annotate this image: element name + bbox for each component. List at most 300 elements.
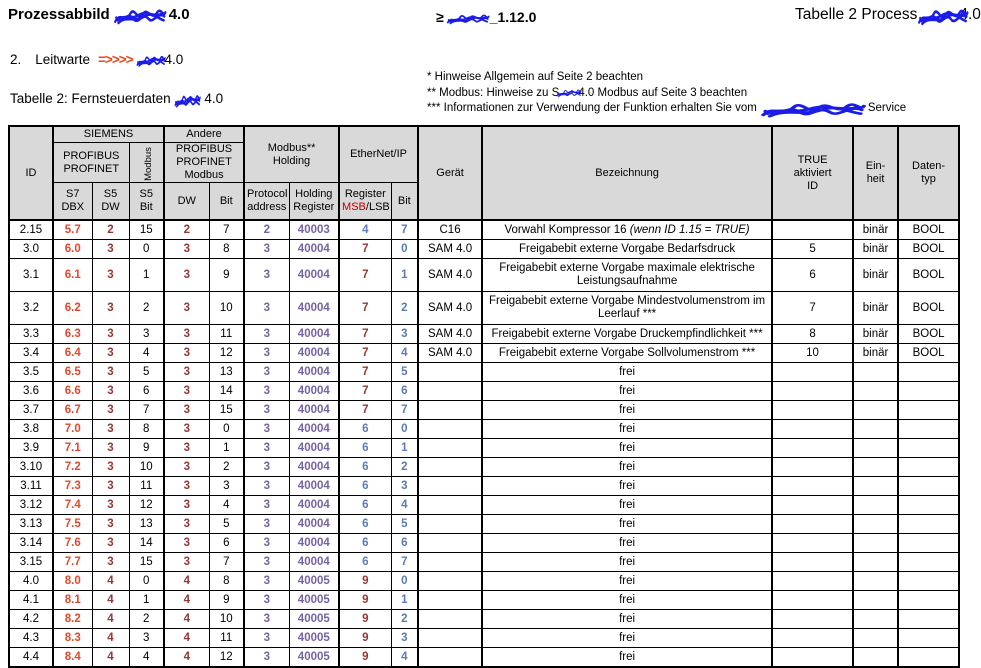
footnote-1-text: * Hinweise Allgemein auf Seite 2 beachten xyxy=(427,71,644,83)
cell-dbx: 6.0 xyxy=(53,240,92,259)
cell-s5-dw: 3 xyxy=(92,477,129,496)
cell-id: 4.4 xyxy=(9,648,53,668)
cell-ethernet-bit: 1 xyxy=(391,259,418,292)
table-body xyxy=(9,220,959,667)
cell-dbx: 8.4 xyxy=(53,648,92,668)
cell-protocol-address: 3 xyxy=(244,496,289,515)
cell-datentyp xyxy=(898,629,959,648)
cell-s5-bit: 14 xyxy=(129,534,164,553)
cell-s5-dw: 3 xyxy=(92,553,129,572)
table-caption-text: Tabelle 2: Fernsteuerdaten xyxy=(10,91,171,106)
cell-andere-bit: 7 xyxy=(209,220,244,240)
cell-einheit xyxy=(853,420,898,439)
cell-andere-dw: 2 xyxy=(164,220,209,240)
cell-s5-bit: 13 xyxy=(129,515,164,534)
table-row xyxy=(9,610,959,629)
cell-holding-register: 40005 xyxy=(289,572,339,591)
cell-ethernet-bit: 0 xyxy=(391,420,418,439)
cell-dbx: 7.6 xyxy=(53,534,92,553)
cell-dbx: 7.2 xyxy=(53,458,92,477)
cell-id: 4.1 xyxy=(9,591,53,610)
cell-protocol-address: 3 xyxy=(244,572,289,591)
cell-holding-register: 40004 xyxy=(289,363,339,382)
cell-geraet xyxy=(418,439,482,458)
header-protocol-address: Protocol address xyxy=(244,183,289,221)
cell-ethernet-register: 6 xyxy=(339,515,391,534)
header-ethernet-register: Register MSB/LSB xyxy=(339,183,391,221)
footnotes xyxy=(427,70,906,117)
cell-protocol-address: 3 xyxy=(244,292,289,325)
cell-dbx: 7.3 xyxy=(53,477,92,496)
cell-holding-register: 40003 xyxy=(289,220,339,240)
cell-einheit xyxy=(853,401,898,420)
cell-einheit xyxy=(853,553,898,572)
cell-geraet xyxy=(418,515,482,534)
cell-ethernet-register: 7 xyxy=(339,401,391,420)
cell-andere-bit: 1 xyxy=(209,439,244,458)
cell-geraet xyxy=(418,401,482,420)
cell-dbx: 6.1 xyxy=(53,259,92,292)
cell-holding-register: 40004 xyxy=(289,325,339,344)
header-andere-dw: DW xyxy=(164,183,209,221)
cell-geraet xyxy=(418,363,482,382)
version-number: _1.12.0 xyxy=(489,9,537,25)
header-datentyp: Daten- typ xyxy=(898,126,959,220)
cell-andere-dw: 3 xyxy=(164,515,209,534)
cell-holding-register: 40004 xyxy=(289,534,339,553)
cell-geraet: C16 xyxy=(418,220,482,240)
cell-dbx: 6.5 xyxy=(53,363,92,382)
cell-true-id xyxy=(772,477,853,496)
cell-bezeichnung: frei xyxy=(482,496,772,515)
cell-andere-bit: 13 xyxy=(209,363,244,382)
cell-andere-dw: 3 xyxy=(164,420,209,439)
cell-einheit xyxy=(853,591,898,610)
cell-datentyp xyxy=(898,363,959,382)
cell-datentyp xyxy=(898,610,959,629)
cell-andere-dw: 4 xyxy=(164,610,209,629)
cell-ethernet-register: 6 xyxy=(339,458,391,477)
cell-s5-dw: 3 xyxy=(92,292,129,325)
cell-true-id xyxy=(772,629,853,648)
cell-ethernet-bit: 4 xyxy=(391,496,418,515)
table-caption-right xyxy=(795,6,981,24)
cell-andere-dw: 3 xyxy=(164,496,209,515)
cell-dbx: 5.7 xyxy=(53,220,92,240)
cell-datentyp xyxy=(898,382,959,401)
cell-s5-bit: 12 xyxy=(129,496,164,515)
cell-ethernet-register: 6 xyxy=(339,534,391,553)
cell-holding-register: 40005 xyxy=(289,610,339,629)
cell-andere-bit: 14 xyxy=(209,382,244,401)
cell-s5-bit: 0 xyxy=(129,240,164,259)
cell-s5-bit: 3 xyxy=(129,325,164,344)
table-row xyxy=(9,591,959,610)
cell-s5-bit: 5 xyxy=(129,363,164,382)
cell-ethernet-bit: 4 xyxy=(391,344,418,363)
cell-geraet: SAM 4.0 xyxy=(418,292,482,325)
table-caption-version: 4.0 xyxy=(204,91,224,106)
cell-einheit xyxy=(853,496,898,515)
cell-einheit xyxy=(853,515,898,534)
cell-protocol-address: 3 xyxy=(244,553,289,572)
cell-id: 3.15 xyxy=(9,553,53,572)
cell-dbx: 8.3 xyxy=(53,629,92,648)
cell-true-id xyxy=(772,420,853,439)
cell-s5-bit: 4 xyxy=(129,648,164,668)
cell-ethernet-bit: 1 xyxy=(391,439,418,458)
cell-s5-bit: 7 xyxy=(129,401,164,420)
section-number: 2. xyxy=(10,52,22,67)
table-row xyxy=(9,572,959,591)
cell-bezeichnung: Freigabebit externe Vorgabe Druckempfindlichkeit *** xyxy=(482,325,772,344)
header-andere-group: Andere xyxy=(164,126,244,143)
cell-true-id: 6 xyxy=(772,259,853,292)
cell-bezeichnung: Freigabebit externe Vorgabe Sollvolumenstrom *** xyxy=(482,344,772,363)
cell-s5-bit: 15 xyxy=(129,553,164,572)
cell-s5-dw: 3 xyxy=(92,401,129,420)
cell-ethernet-register: 7 xyxy=(339,240,391,259)
cell-holding-register: 40004 xyxy=(289,496,339,515)
cell-geraet: SAM 4.0 xyxy=(418,240,482,259)
cell-id: 3.6 xyxy=(9,382,53,401)
cell-ethernet-register: 7 xyxy=(339,363,391,382)
cell-ethernet-register: 9 xyxy=(339,629,391,648)
cell-ethernet-register: 7 xyxy=(339,259,391,292)
table-caption xyxy=(10,91,223,106)
header-einheit: Ein- heit xyxy=(853,126,898,220)
cell-ethernet-bit: 0 xyxy=(391,240,418,259)
cell-ethernet-register: 7 xyxy=(339,325,391,344)
header-siemens-modbus-vertical: Modbus xyxy=(129,143,164,183)
cell-ethernet-bit: 5 xyxy=(391,363,418,382)
cell-andere-dw: 4 xyxy=(164,629,209,648)
cell-protocol-address: 3 xyxy=(244,439,289,458)
cell-bezeichnung: frei xyxy=(482,610,772,629)
cell-datentyp: BOOL xyxy=(898,259,959,292)
cell-s5-dw: 3 xyxy=(92,420,129,439)
table-row xyxy=(9,363,959,382)
cell-ethernet-bit: 7 xyxy=(391,553,418,572)
document-title-version: 4.0 xyxy=(168,6,190,23)
cell-andere-dw: 3 xyxy=(164,401,209,420)
cell-id: 3.13 xyxy=(9,515,53,534)
cell-dbx: 6.7 xyxy=(53,401,92,420)
cell-protocol-address: 3 xyxy=(244,629,289,648)
cell-ethernet-bit: 1 xyxy=(391,591,418,610)
cell-protocol-address: 3 xyxy=(244,325,289,344)
cell-holding-register: 40005 xyxy=(289,591,339,610)
table-caption-right-text: Tabelle 2 Process xyxy=(795,6,918,23)
cell-andere-bit: 5 xyxy=(209,515,244,534)
table-row xyxy=(9,553,959,572)
cell-s5-dw: 3 xyxy=(92,240,129,259)
cell-s5-dw: 3 xyxy=(92,344,129,363)
header-modbus-group: Modbus** Holding xyxy=(244,126,339,183)
cell-s5-bit: 2 xyxy=(129,292,164,325)
cell-geraet xyxy=(418,534,482,553)
redaction-scribble xyxy=(446,13,490,26)
document-title-text: Prozessabbild xyxy=(8,6,110,23)
cell-s5-dw: 3 xyxy=(92,534,129,553)
cell-s5-bit: 6 xyxy=(129,382,164,401)
cell-einheit xyxy=(853,477,898,496)
cell-andere-dw: 3 xyxy=(164,439,209,458)
cell-andere-dw: 3 xyxy=(164,240,209,259)
cell-s5-bit: 2 xyxy=(129,610,164,629)
cell-true-id xyxy=(772,515,853,534)
cell-geraet xyxy=(418,610,482,629)
cell-andere-bit: 6 xyxy=(209,534,244,553)
cell-id: 4.2 xyxy=(9,610,53,629)
cell-true-id xyxy=(772,401,853,420)
cell-andere-dw: 4 xyxy=(164,572,209,591)
cell-true-id xyxy=(772,591,853,610)
cell-id: 3.2 xyxy=(9,292,53,325)
cell-s5-dw: 3 xyxy=(92,325,129,344)
cell-datentyp xyxy=(898,458,959,477)
cell-holding-register: 40004 xyxy=(289,401,339,420)
footnote-3 xyxy=(427,101,906,117)
cell-protocol-address: 3 xyxy=(244,458,289,477)
cell-s5-dw: 4 xyxy=(92,648,129,668)
table-row xyxy=(9,420,959,439)
cell-true-id xyxy=(772,553,853,572)
table-caption-right-version: 4.0 xyxy=(959,6,981,23)
cell-protocol-address: 3 xyxy=(244,240,289,259)
cell-dbx: 7.5 xyxy=(53,515,92,534)
cell-ethernet-bit: 2 xyxy=(391,292,418,325)
cell-holding-register: 40004 xyxy=(289,344,339,363)
cell-s5-dw: 4 xyxy=(92,572,129,591)
cell-einheit xyxy=(853,648,898,668)
cell-bezeichnung: Freigabebit externe Vorgabe Mindestvolumenstrom im Leerlauf *** xyxy=(482,292,772,325)
cell-bezeichnung: frei xyxy=(482,515,772,534)
cell-ethernet-register: 4 xyxy=(339,220,391,240)
cell-protocol-address: 3 xyxy=(244,477,289,496)
cell-bezeichnung: frei xyxy=(482,363,772,382)
cell-andere-bit: 7 xyxy=(209,553,244,572)
cell-dbx: 6.6 xyxy=(53,382,92,401)
cell-holding-register: 40004 xyxy=(289,292,339,325)
cell-datentyp xyxy=(898,591,959,610)
table-row xyxy=(9,401,959,420)
cell-datentyp: BOOL xyxy=(898,325,959,344)
header-ethernet-bit: Bit xyxy=(391,183,418,221)
cell-s5-bit: 10 xyxy=(129,458,164,477)
table-row xyxy=(9,220,959,240)
table-row xyxy=(9,496,959,515)
cell-id: 4.0 xyxy=(9,572,53,591)
cell-ethernet-bit: 0 xyxy=(391,572,418,591)
cell-einheit xyxy=(853,382,898,401)
table-row xyxy=(9,534,959,553)
table-row xyxy=(9,439,959,458)
cell-true-id xyxy=(772,610,853,629)
cell-true-id: 7 xyxy=(772,292,853,325)
cell-true-id xyxy=(772,572,853,591)
cell-ethernet-register: 9 xyxy=(339,648,391,668)
table-row xyxy=(9,515,959,534)
cell-id: 3.3 xyxy=(9,325,53,344)
cell-bezeichnung: frei xyxy=(482,534,772,553)
cell-holding-register: 40004 xyxy=(289,240,339,259)
cell-einheit xyxy=(853,572,898,591)
redaction-scribble xyxy=(174,93,201,110)
cell-dbx: 7.4 xyxy=(53,496,92,515)
cell-ethernet-register: 9 xyxy=(339,572,391,591)
cell-holding-register: 40005 xyxy=(289,648,339,668)
cell-einheit xyxy=(853,439,898,458)
cell-datentyp: BOOL xyxy=(898,344,959,363)
cell-id: 4.3 xyxy=(9,629,53,648)
cell-datentyp: BOOL xyxy=(898,240,959,259)
cell-geraet xyxy=(418,496,482,515)
cell-bezeichnung: frei xyxy=(482,477,772,496)
cell-ethernet-bit: 7 xyxy=(391,220,418,240)
gte-symbol: ≥ xyxy=(436,9,444,25)
cell-s5-bit: 1 xyxy=(129,591,164,610)
cell-true-id xyxy=(772,648,853,668)
cell-einheit: binär xyxy=(853,220,898,240)
cell-geraet xyxy=(418,458,482,477)
cell-einheit: binär xyxy=(853,259,898,292)
cell-einheit: binär xyxy=(853,292,898,325)
header-andere-bit: Bit xyxy=(209,183,244,221)
cell-ethernet-register: 7 xyxy=(339,292,391,325)
footnote-2 xyxy=(427,86,906,102)
cell-holding-register: 40005 xyxy=(289,629,339,648)
cell-id: 3.4 xyxy=(9,344,53,363)
cell-andere-dw: 4 xyxy=(164,648,209,668)
cell-true-id xyxy=(772,534,853,553)
cell-datentyp xyxy=(898,420,959,439)
cell-id: 3.5 xyxy=(9,363,53,382)
cell-protocol-address: 3 xyxy=(244,591,289,610)
cell-holding-register: 40004 xyxy=(289,259,339,292)
header-siemens-profibus: PROFIBUS PROFINET xyxy=(53,143,129,183)
cell-ethernet-bit: 7 xyxy=(391,401,418,420)
cell-datentyp xyxy=(898,439,959,458)
cell-andere-dw: 3 xyxy=(164,458,209,477)
cell-datentyp xyxy=(898,648,959,668)
cell-bezeichnung: frei xyxy=(482,648,772,668)
table-row xyxy=(9,382,959,401)
cell-ethernet-register: 6 xyxy=(339,553,391,572)
cell-geraet xyxy=(418,572,482,591)
cell-datentyp xyxy=(898,534,959,553)
cell-bezeichnung: frei xyxy=(482,553,772,572)
cell-andere-bit: 8 xyxy=(209,240,244,259)
cell-ethernet-register: 9 xyxy=(339,610,391,629)
cell-id: 3.1 xyxy=(9,259,53,292)
cell-dbx: 6.3 xyxy=(53,325,92,344)
header-ethernet-group: EtherNet/IP xyxy=(339,126,418,183)
cell-einheit: binär xyxy=(853,325,898,344)
cell-true-id: 5 xyxy=(772,240,853,259)
cell-ethernet-bit: 3 xyxy=(391,325,418,344)
header-bezeichnung: Bezeichnung xyxy=(482,126,772,220)
table-row xyxy=(9,325,959,344)
cell-protocol-address: 3 xyxy=(244,534,289,553)
cell-id: 2.15 xyxy=(9,220,53,240)
cell-holding-register: 40004 xyxy=(289,515,339,534)
cell-dbx: 7.7 xyxy=(53,553,92,572)
cell-bezeichnung: frei xyxy=(482,382,772,401)
cell-protocol-address: 3 xyxy=(244,382,289,401)
cell-dbx: 7.1 xyxy=(53,439,92,458)
cell-ethernet-register: 7 xyxy=(339,344,391,363)
cell-datentyp: BOOL xyxy=(898,220,959,240)
cell-s5-bit: 0 xyxy=(129,572,164,591)
header-holding-register: Holding Register xyxy=(289,183,339,221)
cell-true-id xyxy=(772,363,853,382)
cell-bezeichnung: Vorwahl Kompressor 16 (wenn ID 1.15 = TRUE) xyxy=(482,220,772,240)
footnote-3-prefix: *** Informationen zur Verwendung der Funktion erhalten Sie vom xyxy=(427,102,757,115)
cell-datentyp xyxy=(898,401,959,420)
cell-andere-dw: 3 xyxy=(164,363,209,382)
cell-true-id xyxy=(772,220,853,240)
cell-id: 3.9 xyxy=(9,439,53,458)
cell-bezeichnung: frei xyxy=(482,439,772,458)
cell-true-id xyxy=(772,458,853,477)
cell-bezeichnung: frei xyxy=(482,629,772,648)
cell-ethernet-register: 6 xyxy=(339,439,391,458)
cell-ethernet-register: 9 xyxy=(339,591,391,610)
cell-true-id xyxy=(772,382,853,401)
cell-s5-dw: 3 xyxy=(92,363,129,382)
cell-holding-register: 40004 xyxy=(289,382,339,401)
cell-s5-dw: 2 xyxy=(92,220,129,240)
cell-geraet xyxy=(418,648,482,668)
cell-andere-bit: 10 xyxy=(209,610,244,629)
section-heading-leitwarte xyxy=(10,52,183,67)
cell-s5-bit: 11 xyxy=(129,477,164,496)
cell-s5-bit: 9 xyxy=(129,439,164,458)
cell-ethernet-register: 6 xyxy=(339,420,391,439)
redaction-scribble xyxy=(113,7,167,27)
footnote-2-suffix: 4.0 Modbus auf Seite 3 beachten xyxy=(578,86,748,99)
cell-andere-bit: 15 xyxy=(209,401,244,420)
redaction-scribble xyxy=(759,101,867,120)
fernsteuerdaten-table xyxy=(8,125,960,668)
cell-s5-bit: 1 xyxy=(129,259,164,292)
cell-ethernet-register: 6 xyxy=(339,477,391,496)
cell-bezeichnung: frei xyxy=(482,401,772,420)
header-s5-dw: S5 DW xyxy=(92,183,129,221)
cell-andere-bit: 12 xyxy=(209,648,244,668)
cell-geraet xyxy=(418,382,482,401)
cell-geraet xyxy=(418,420,482,439)
cell-datentyp xyxy=(898,477,959,496)
cell-s5-dw: 3 xyxy=(92,439,129,458)
cell-ethernet-bit: 2 xyxy=(391,458,418,477)
cell-andere-bit: 10 xyxy=(209,292,244,325)
cell-s5-dw: 4 xyxy=(92,629,129,648)
footnote-3-suffix: Service xyxy=(867,102,907,115)
cell-s5-bit: 8 xyxy=(129,420,164,439)
footnote-2-prefix: ** Modbus: Hinweise zu S xyxy=(427,86,560,99)
cell-holding-register: 40004 xyxy=(289,477,339,496)
cell-id: 3.12 xyxy=(9,496,53,515)
cell-s5-dw: 3 xyxy=(92,496,129,515)
cell-id: 3.14 xyxy=(9,534,53,553)
cell-s5-dw: 4 xyxy=(92,610,129,629)
header-andere-profibus: PROFIBUS PROFINET Modbus xyxy=(164,143,244,183)
footnote-1 xyxy=(427,70,906,86)
table-row xyxy=(9,259,959,292)
cell-true-id xyxy=(772,439,853,458)
